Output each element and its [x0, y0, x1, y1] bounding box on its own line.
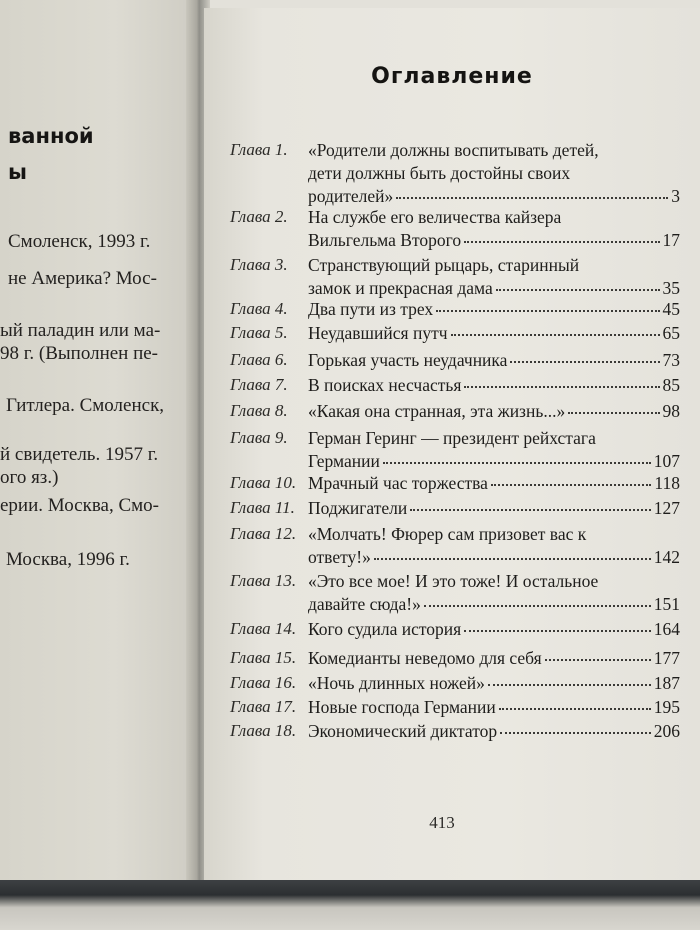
chapter-title-text: Горькая участь неудачника [308, 350, 508, 370]
chapter-page-number: 164 [653, 619, 680, 639]
chapter-label: Глава 2. [230, 207, 288, 226]
dot-leader [424, 591, 651, 607]
dot-leader [464, 372, 659, 388]
left-text-line: й свидетель. 1957 г. [0, 444, 159, 465]
chapter-title-text: «Родители должны воспитывать детей, [308, 140, 599, 160]
chapter-title-line [308, 186, 680, 208]
chapter-title-line [308, 594, 680, 616]
chapter-title-line [308, 673, 680, 695]
left-text-line: ерии. Москва, Смо- [0, 495, 160, 516]
chapter-page-number: 85 [662, 375, 680, 395]
chapter-title-line [308, 697, 680, 719]
chapter-page-number: 73 [662, 350, 680, 370]
book-cover-edge [0, 880, 700, 930]
chapter-title-line [308, 619, 680, 641]
chapter-label: Глава 8. [230, 401, 288, 420]
dot-leader [500, 718, 651, 734]
chapter-title-line [308, 163, 680, 185]
dot-leader [499, 694, 651, 710]
chapter-title-text: Кого судила история [308, 619, 462, 639]
chapter-label: Глава 14. [230, 619, 297, 638]
chapter-page-number: 45 [662, 299, 680, 319]
chapter-title-text: Комедианты неведомо для себя [308, 648, 542, 668]
toc-title: Оглавление [371, 64, 533, 89]
chapter-title-line [308, 375, 680, 397]
chapter-page-number: 35 [662, 278, 680, 298]
chapter-title-text: Герман Геринг — президент рейхстага [308, 428, 596, 448]
dot-leader [436, 296, 659, 312]
chapter-label: Глава 18. [230, 721, 297, 740]
left-text-line: Гитлера. Смоленск, [6, 395, 165, 416]
chapter-title-text: родителей» [308, 186, 394, 206]
chapter-page-number: 206 [653, 721, 680, 741]
chapter-label: Глава 1. [230, 140, 288, 159]
dot-leader [510, 347, 659, 363]
chapter-page-number: 187 [653, 673, 680, 693]
chapter-label: Глава 12. [230, 524, 297, 543]
chapter-title-text: Мрачный час торжества [308, 473, 488, 493]
left-text-line: ый паладин или ма- [0, 320, 161, 341]
dot-leader [396, 183, 668, 199]
dot-leader [464, 227, 659, 243]
chapter-title-line [308, 428, 680, 450]
chapter-title-text: «Молчать! Фюрер сам призовет вас к [308, 524, 587, 544]
dot-leader [491, 470, 651, 486]
dot-leader [488, 670, 651, 686]
chapter-title-text: замок и прекрасная дама [308, 278, 493, 298]
chapter-label: Глава 7. [230, 375, 288, 394]
chapter-title-text: Экономический диктатор [308, 721, 498, 741]
chapter-title-line [308, 207, 680, 229]
chapter-title-line [308, 473, 680, 495]
chapter-title-line [308, 547, 680, 569]
chapter-title-line [308, 498, 680, 520]
dot-leader [496, 275, 660, 291]
chapter-title-line [308, 255, 680, 277]
dot-leader [568, 398, 659, 414]
chapter-title-text: Германии [308, 451, 380, 471]
chapter-page-number: 65 [662, 323, 680, 343]
chapter-title-text: Поджигатели [308, 498, 408, 518]
chapter-page-number: 142 [653, 547, 680, 567]
left-text-line: Смоленск, 1993 г. [8, 231, 151, 252]
chapter-title-line [308, 721, 680, 743]
chapter-title-line [308, 140, 680, 162]
left-page [0, 0, 192, 930]
chapter-title-line [308, 350, 680, 372]
dot-leader [410, 495, 651, 511]
chapter-title-text: «Какая она странная, эта жизнь...» [308, 401, 566, 421]
chapter-label: Глава 5. [230, 323, 288, 342]
chapter-label: Глава 13. [230, 571, 297, 590]
chapter-title-line [308, 323, 680, 345]
chapter-title-text: В поисках несчастья [308, 375, 462, 395]
left-heading-line: ы [8, 160, 27, 184]
chapter-title-text: давайте сюда!» [308, 594, 421, 614]
chapter-label: Глава 11. [230, 498, 295, 517]
chapter-page-number: 107 [653, 451, 680, 471]
chapter-page-number: 195 [653, 697, 680, 717]
chapter-title-text: Вильгельма Второго [308, 230, 462, 250]
chapter-label: Глава 4. [230, 299, 288, 318]
left-text-line: 98 г. (Выполнен пе- [0, 343, 159, 364]
chapter-title-line [308, 401, 680, 423]
chapter-title-line [308, 524, 680, 546]
chapter-label: Глава 9. [230, 428, 288, 447]
chapter-title-line [308, 648, 680, 670]
chapter-title-text: дети должны быть достойны своих [308, 163, 571, 183]
chapter-page-number: 118 [654, 473, 680, 493]
left-text-line: не Америка? Мос- [8, 268, 157, 289]
chapter-page-number: 177 [653, 648, 680, 668]
dot-leader [374, 544, 651, 560]
chapter-title-text: Неудавшийся путч [308, 323, 448, 343]
dot-leader [383, 448, 651, 464]
chapter-title-text: Новые господа Германии [308, 697, 496, 717]
chapter-title-text: Два пути из трех [308, 299, 434, 319]
chapter-page-number: 127 [653, 498, 680, 518]
chapter-label: Глава 10. [230, 473, 297, 492]
left-text-line: Москва, 1996 г. [6, 549, 130, 570]
chapter-label: Глава 16. [230, 673, 297, 692]
chapter-title-text: ответу!» [308, 547, 371, 567]
chapter-page-number: 3 [671, 186, 680, 206]
chapter-page-number: 151 [653, 594, 680, 614]
chapter-label: Глава 17. [230, 697, 297, 716]
chapter-page-number: 98 [662, 401, 680, 421]
chapter-label: Глава 6. [230, 350, 288, 369]
chapter-title-line [308, 571, 680, 593]
chapter-title-text: «Ночь длинных ножей» [308, 673, 485, 693]
chapter-page-number: 17 [662, 230, 680, 250]
dot-leader [464, 616, 651, 632]
dot-leader [545, 645, 651, 661]
left-text-line: ого яз.) [0, 467, 59, 488]
left-page-text [0, 0, 192, 930]
chapter-label: Глава 3. [230, 255, 288, 274]
left-heading-line: ванной [8, 124, 94, 148]
chapter-title-line [308, 230, 680, 252]
page-number: 413 [429, 813, 455, 832]
dot-leader [451, 320, 660, 336]
chapter-title-line [308, 299, 680, 321]
chapter-title-text: Странствующий рыцарь, старинный [308, 255, 580, 275]
chapter-title-text: «Это все мое! И это тоже! И остальное [308, 571, 599, 591]
chapter-label: Глава 15. [230, 648, 297, 667]
chapter-title-text: На службе его величества кайзера [308, 207, 562, 227]
